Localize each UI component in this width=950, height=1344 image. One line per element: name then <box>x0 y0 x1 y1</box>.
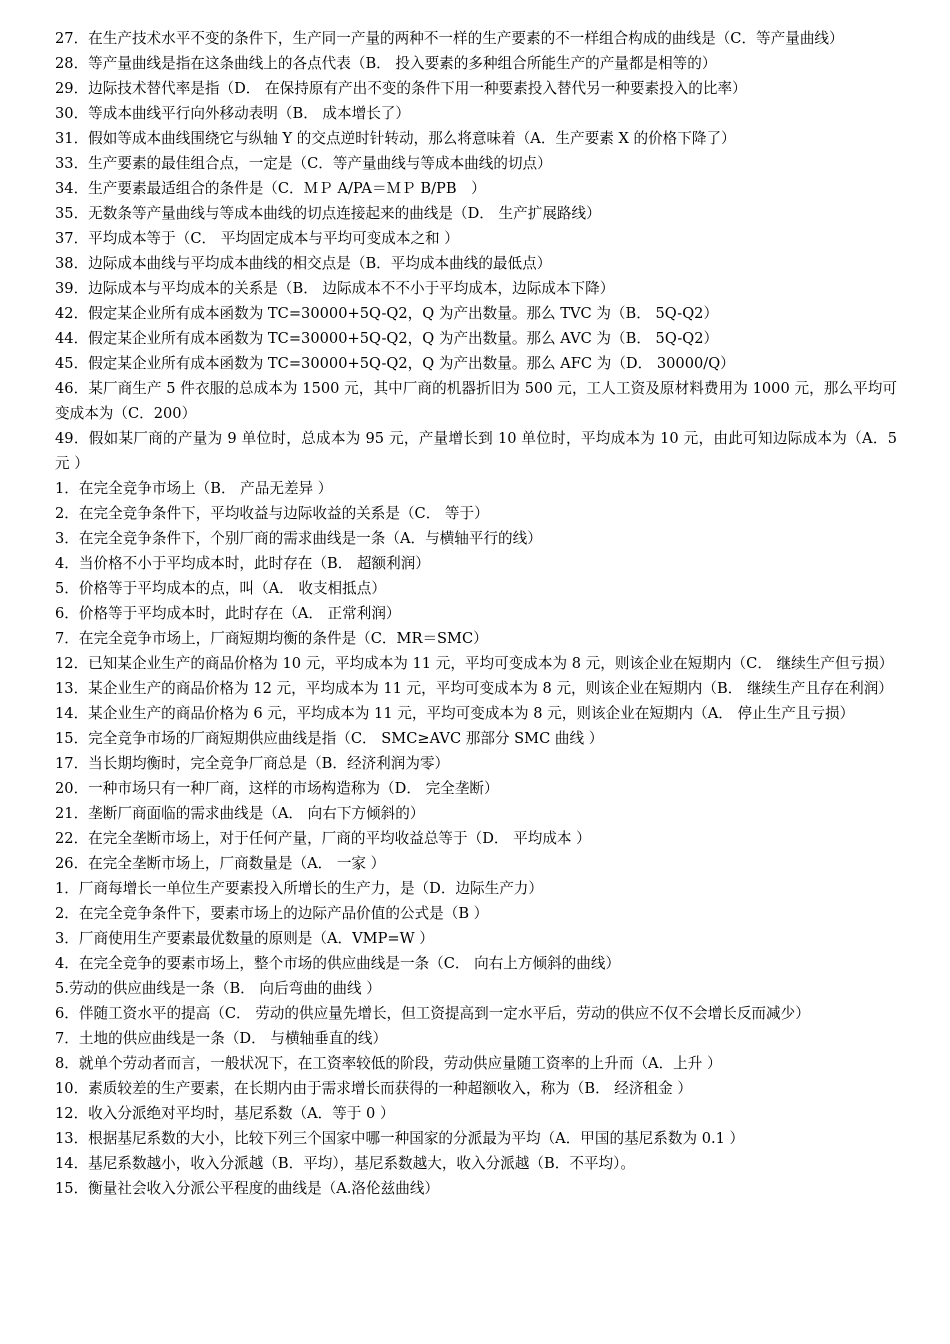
question-line: 12．收入分派绝对平均时，基尼系数（A．等于 0 ） <box>55 1105 395 1122</box>
question-line: 7．在完全竞争市场上，厂商短期均衡的条件是（C．MR＝SMC） <box>55 630 488 647</box>
question-line: 28．等产量曲线是指在这条曲线上的各点代表（B． 投入要素的多种组合所能生产的产量都是相等的） <box>55 55 717 72</box>
question-line: 13．某企业生产的商品价格为 12 元，平均成本为 11 元，平均可变成本为 8 元，则该企业在短期内（B． 继续生产且存在利润） <box>55 680 893 697</box>
question-line: 38．边际成本曲线与平均成本曲线的相交点是（B．平均成本曲线的最低点） <box>55 255 552 272</box>
question-line: 4．在完全竞争的要素市场上，整个市场的供应曲线是一条（C． 向右上方倾斜的曲线） <box>55 955 621 972</box>
question-line: 14．某企业生产的商品价格为 6 元，平均成本为 11 元，平均可变成本为 8 元，则该企业在短期内（A． 停止生产且亏损） <box>55 705 855 722</box>
question-line: 3．在完全竞争条件下，个别厂商的需求曲线是一条（A．与横轴平行的线） <box>55 530 542 547</box>
question-line: 17．当长期均衡时，完全竞争厂商总是（B．经济利润为零） <box>55 755 450 772</box>
question-line: 37．平均成本等于（C． 平均固定成本与平均可变成本之和 ） <box>55 230 459 247</box>
question-line: 44．假定某企业所有成本函数为 TC=30000+5Q-Q2，Q 为产出数量。那么 AVC 为（B． 5Q-Q2） <box>55 330 719 347</box>
question-line: 13．根据基尼系数的大小，比较下列三个国家中哪一种国家的分派最为平均（A．甲国的基尼系数为 0.1 ） <box>55 1130 745 1147</box>
question-line: 21．垄断厂商面临的需求曲线是（A． 向右下方倾斜的） <box>55 805 425 822</box>
document-page <box>55 26 897 1201</box>
question-line: 26．在完全垄断市场上，厂商数量是（A． 一家 ） <box>55 855 386 872</box>
question-line: 3．厂商使用生产要素最优数量的原则是（A．VMP=W ） <box>55 930 434 947</box>
question-line: 15．完全竞争市场的厂商短期供应曲线是指（C． SMC≥AVC 那部分 SMC 曲线 ） <box>55 730 604 747</box>
question-line: 42．假定某企业所有成本函数为 TC=30000+5Q-Q2，Q 为产出数量。那么 TVC 为（B． 5Q-Q2） <box>55 305 719 322</box>
question-line: 7．土地的供应曲线是一条（D． 与横轴垂直的线） <box>55 1030 388 1047</box>
question-line: 12．已知某企业生产的商品价格为 10 元，平均成本为 11 元，平均可变成本为 8 元，则该企业在短期内（C． 继续生产但亏损） <box>55 655 894 672</box>
question-line: 27．在生产技术水平不变的条件下，生产同一产量的两种不一样的生产要素的不一样组合构成的曲线是（C．等产量曲线） <box>55 30 844 47</box>
question-line: 5.劳动的供应曲线是一条（B． 向后弯曲的曲线 ） <box>55 980 381 997</box>
question-line: 6．伴随工资水平的提高（C． 劳动的供应量先增长，但工资提高到一定水平后，劳动的供应不仅不会增长反而减少） <box>55 1005 810 1022</box>
question-line: 4．当价格不小于平均成本时，此时存在（B． 超额利润） <box>55 555 430 572</box>
question-line: 1．厂商每增长一单位生产要素投入所增长的生产力，是（D．边际生产力） <box>55 880 543 897</box>
question-line: 49．假如某厂商的产量为 9 单位时，总成本为 95 元，产量增长到 10 单位时，平均成本为 10 元，由此可知边际成本为（A．5 元 ） <box>55 430 897 472</box>
question-line: 46．某厂商生产 5 件衣服的总成本为 1500 元，其中厂商的机器折旧为 500 元，工人工资及原材料费用为 1000 元，那么平均可变成本为（C．200） <box>55 380 897 422</box>
question-line: 8．就单个劳动者而言，一般状况下，在工资率较低的阶段，劳动供应量随工资率的上升而（A．上升 ） <box>55 1055 722 1072</box>
question-line: 39．边际成本与平均成本的关系是（B． 边际成本不不小于平均成本，边际成本下降） <box>55 280 615 297</box>
question-line: 15．衡量社会收入分派公平程度的曲线是（A.洛伦兹曲线） <box>55 1180 440 1197</box>
question-line: 1．在完全竞争市场上（B． 产品无差异 ） <box>55 480 333 497</box>
question-line: 2．在完全竞争条件下，平均收益与边际收益的关系是（C． 等于） <box>55 505 489 522</box>
question-line: 14．基尼系数越小，收入分派越（B．平均），基尼系数越大，收入分派越（B．不平均）。 <box>55 1155 635 1172</box>
question-line: 31．假如等成本曲线围绕它与纵轴 Y 的交点逆时针转动，那么将意味着（A．生产要素 X 的价格下降了） <box>55 130 736 147</box>
question-line: 34．生产要素最适组合的条件是（C．ＭＰ A/PA＝ＭＰ B/PB ） <box>55 180 486 197</box>
question-line: 20．一种市场只有一种厂商，这样的市场构造称为（D． 完全垄断） <box>55 780 499 797</box>
question-line: 35．无数条等产量曲线与等成本曲线的切点连接起来的曲线是（D． 生产扩展路线） <box>55 205 601 222</box>
question-line: 30．等成本曲线平行向外移动表明（B． 成本增长了） <box>55 105 410 122</box>
question-line: 45．假定某企业所有成本函数为 TC=30000+5Q-Q2，Q 为产出数量。那么 AFC 为（D． 30000/Q） <box>55 355 735 372</box>
question-line: 2．在完全竞争条件下，要素市场上的边际产品价值的公式是（B ） <box>55 905 489 922</box>
question-line: 6．价格等于平均成本时，此时存在（A． 正常利润） <box>55 605 401 622</box>
question-line: 10．素质较差的生产要素，在长期内由于需求增长而获得的一种超额收入，称为（B． 经济租金 ） <box>55 1080 692 1097</box>
question-line: 22．在完全垄断市场上，对于任何产量，厂商的平均收益总等于（D． 平均成本 ） <box>55 830 591 847</box>
question-line: 29．边际技术替代率是指（D． 在保持原有产出不变的条件下用一种要素投入替代另一种要素投入的比率） <box>55 80 747 97</box>
question-line: 5．价格等于平均成本的点，叫（A． 收支相抵点） <box>55 580 386 597</box>
question-line: 33．生产要素的最佳组合点，一定是（C．等产量曲线与等成本曲线的切点） <box>55 155 552 172</box>
